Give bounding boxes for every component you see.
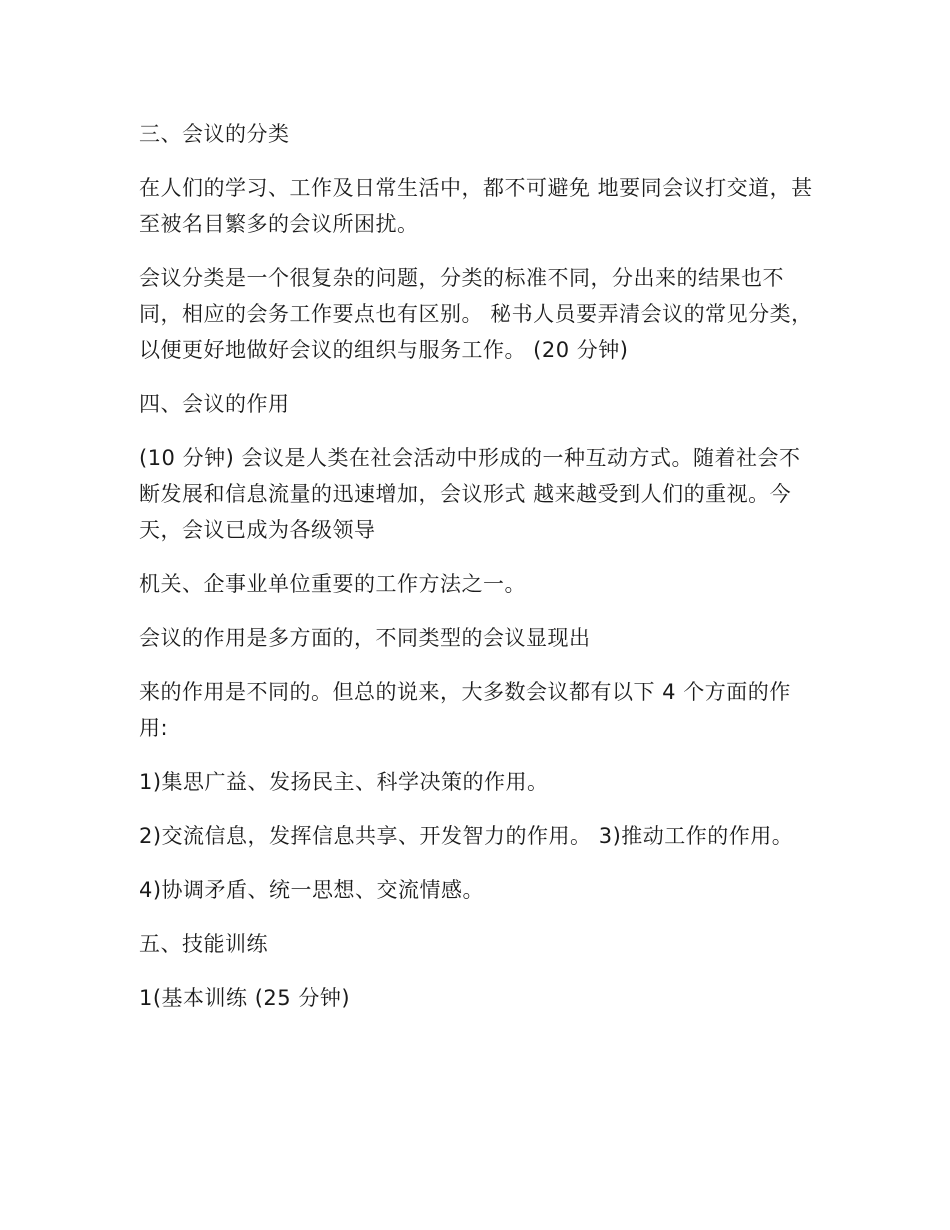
section-heading-functions: 四、会议的作用 <box>139 392 290 416</box>
paragraph-work-method: 机关、企事业单位重要的工作方法之一。 <box>139 572 526 596</box>
list-item-function-4: 4)协调矛盾、统一思想、交流情感。 <box>139 878 485 902</box>
section-heading-skills: 五、技能训练 <box>139 932 268 956</box>
list-item-function-2-3: 2)交流信息，发挥信息共享、开发智力的作用。 3)推动工作的作用。 <box>139 824 794 848</box>
paragraph-classification-detail: 会议分类是一个很复杂的问题，分类的标准不同，分出来的结果也不同，相应的会务工作要点也有区别。 秘书人员要弄清会议的常见分类，以便更好地做好会议的组织与服务工作。 (20 分钟) <box>139 266 813 362</box>
document-body <box>139 116 819 1016</box>
list-item-function-1: 1)集思广益、发扬民主、科学决策的作用。 <box>139 770 549 794</box>
paragraph-four-functions: 来的作用是不同的。但总的说来，大多数会议都有以下 4 个方面的作用: <box>139 680 791 740</box>
paragraph-functions-vary: 会议的作用是多方面的，不同类型的会议显现出 <box>139 626 591 650</box>
section-heading-classification: 三、会议的分类 <box>139 122 290 146</box>
paragraph-meetings-daily-life: 在人们的学习、工作及日常生活中，都不可避免 地要同会议打交道，甚至被名目繁多的会议所困扰。 <box>139 176 813 236</box>
subsection-basic-training: 1(基本训练 (25 分钟) <box>139 986 351 1010</box>
paragraph-meeting-interaction: (10 分钟) 会议是人类在社会活动中形成的一种互动方式。随着社会不断发展和信息流量的迅速增加，会议形式 越来越受到人们的重视。今天，会议已成为各级领导 <box>139 446 801 542</box>
